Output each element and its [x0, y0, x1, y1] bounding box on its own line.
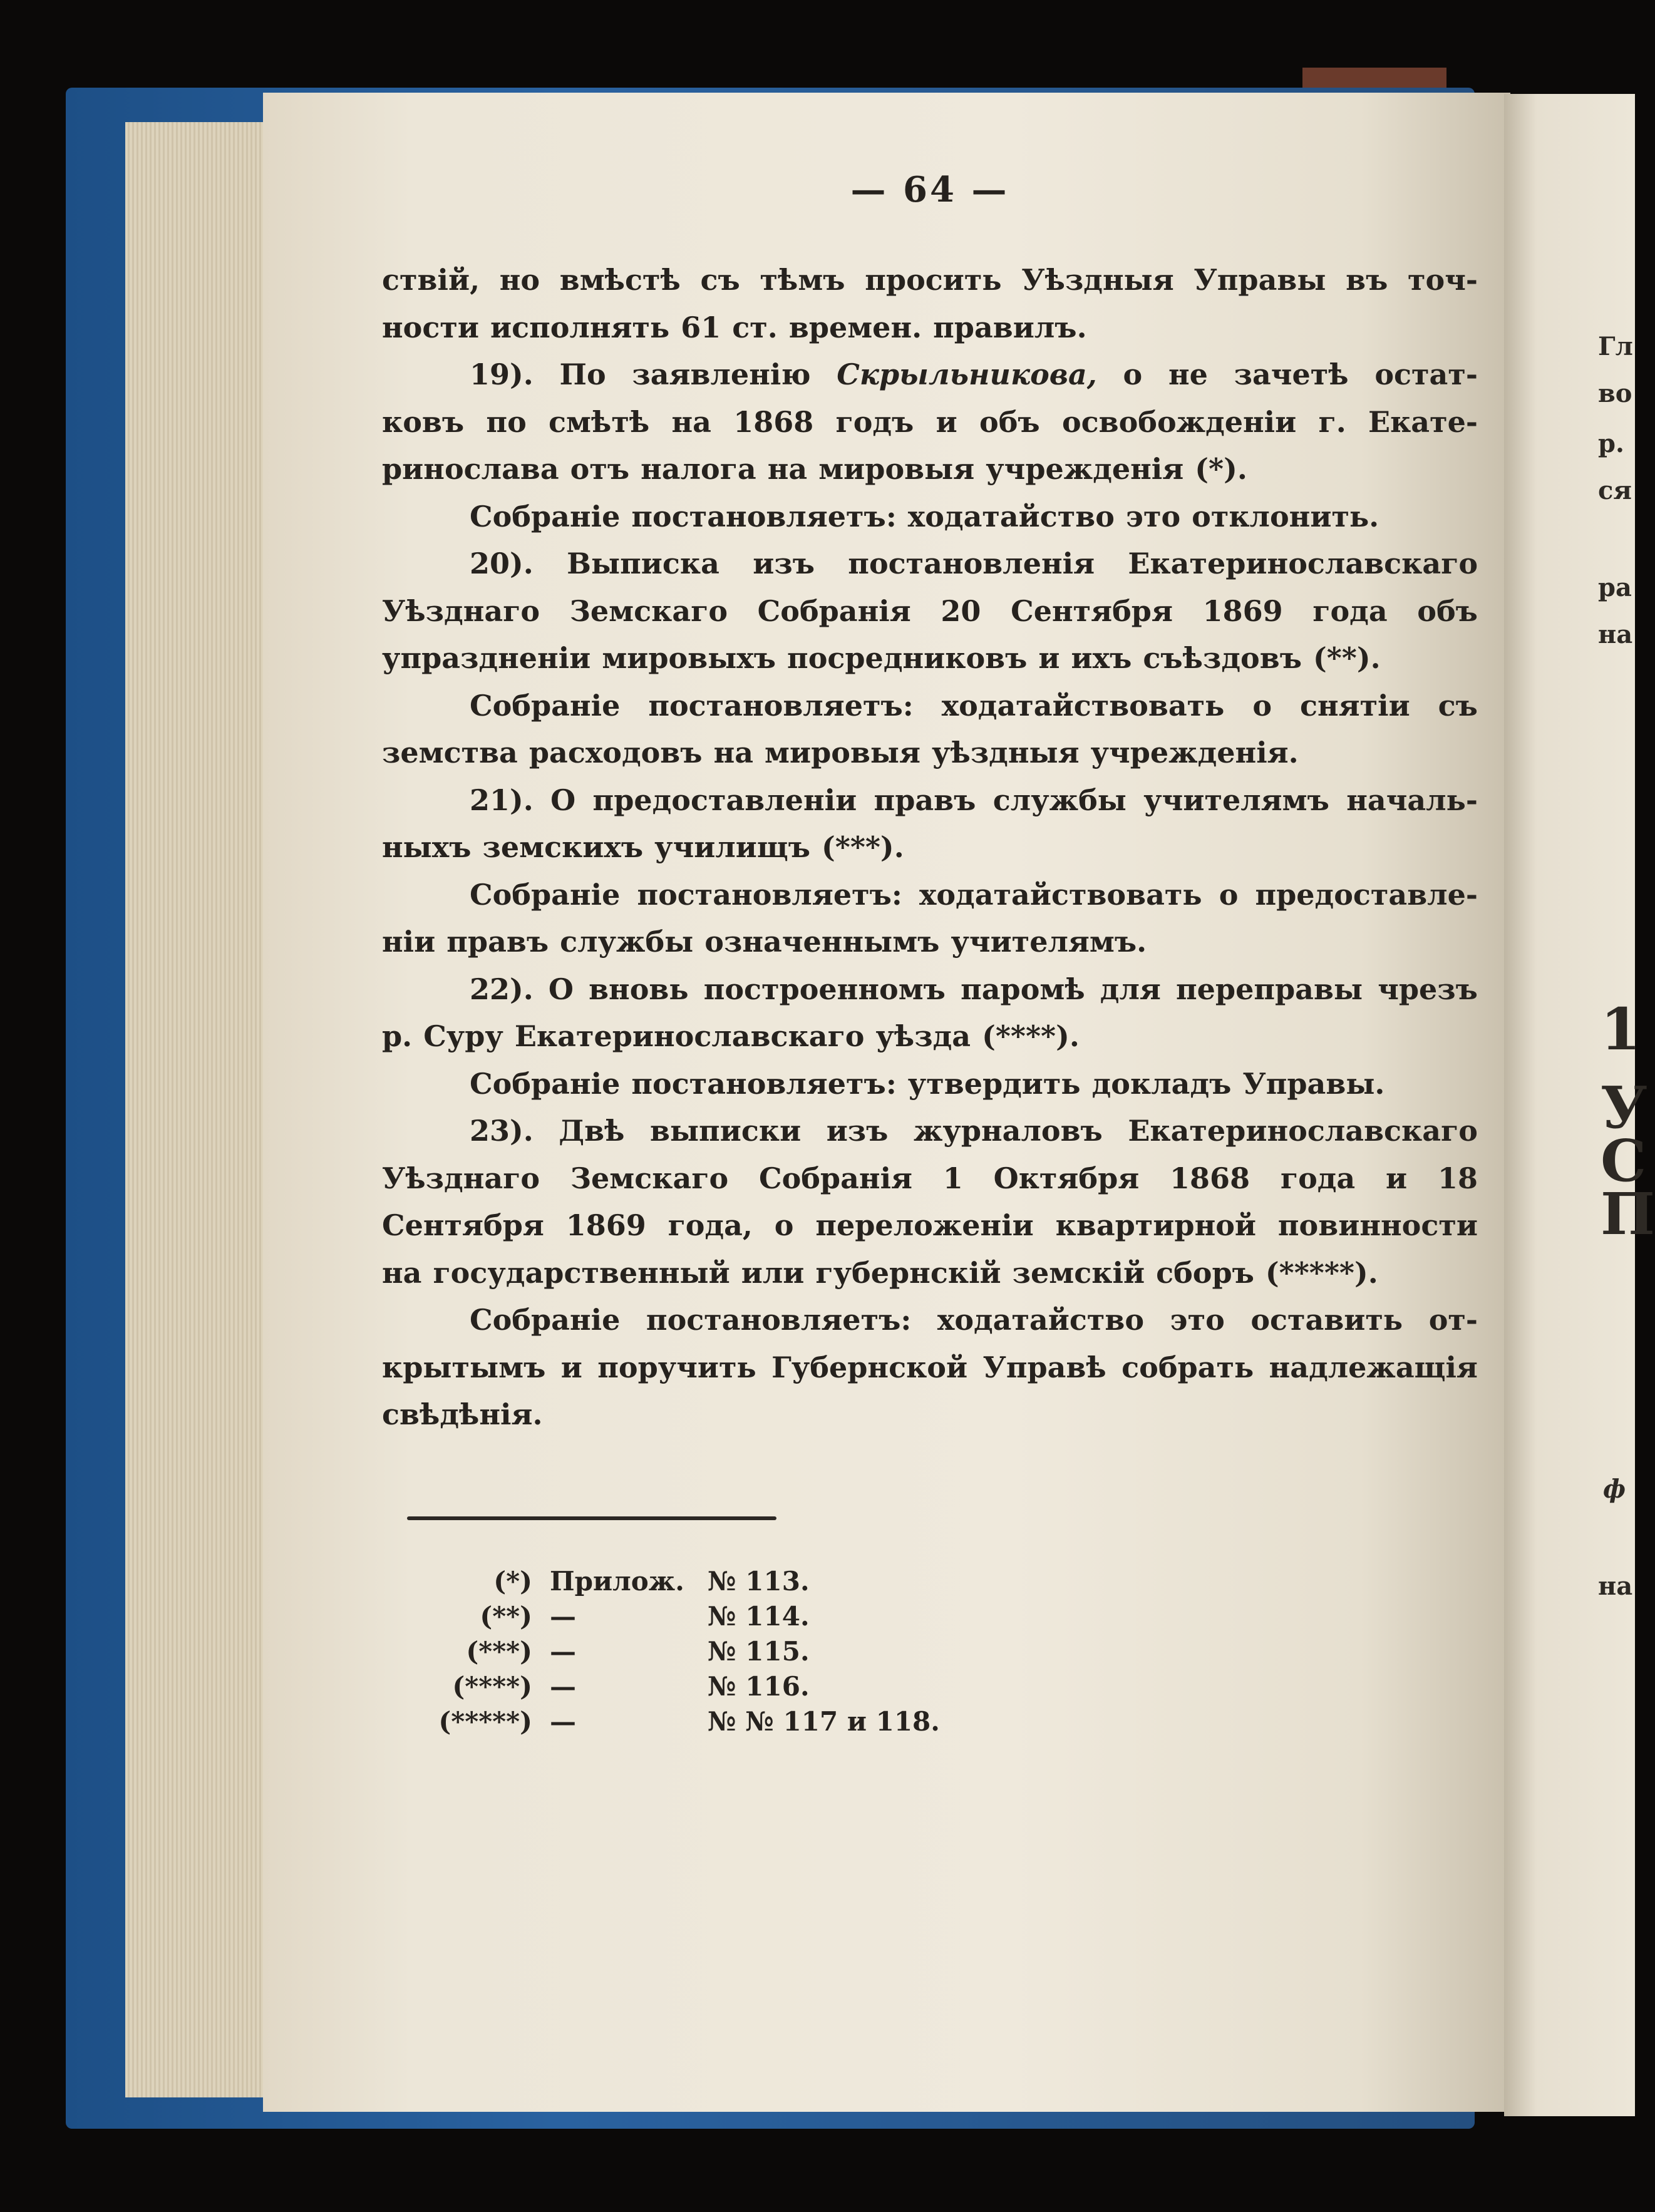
text-line — [382, 1297, 1478, 1343]
word: Екате- — [1368, 404, 1478, 439]
word: (**). — [1312, 641, 1381, 675]
word: ринослава — [382, 452, 559, 486]
text-line — [382, 1108, 1478, 1154]
text-line — [382, 304, 1478, 351]
next-page-fragment: р. — [1598, 429, 1624, 458]
word: Собраніе — [470, 688, 621, 723]
word: земскій — [1012, 1255, 1145, 1290]
word: Екатеринославскаго — [1128, 547, 1478, 580]
word: Уѣздныя — [1021, 263, 1174, 297]
text-line — [382, 682, 1478, 729]
word: Екатеринославскаго — [1128, 1114, 1478, 1148]
word: Земскаго — [570, 1161, 729, 1195]
word: 61 — [681, 310, 721, 344]
text-line — [382, 257, 1478, 303]
word: ходатайство — [907, 499, 1115, 533]
next-page-fragment: П — [1601, 1180, 1655, 1248]
word: означеннымъ — [704, 925, 940, 959]
word: (****). — [982, 1019, 1080, 1053]
word: Собраніе — [470, 877, 621, 912]
word: о — [1252, 688, 1272, 723]
word: года — [1312, 594, 1388, 628]
text-line — [382, 777, 1478, 823]
word: на — [671, 404, 711, 439]
word: и — [1386, 1161, 1408, 1195]
word: О — [550, 783, 576, 817]
footnote-num: № 113. — [708, 1566, 810, 1597]
text-line — [382, 1250, 1478, 1296]
word: Скрыльникова, — [837, 358, 1097, 391]
word: на — [767, 452, 808, 486]
text-line — [382, 1391, 1478, 1438]
word: ихъ — [1071, 641, 1132, 675]
word: оставить — [1250, 1303, 1403, 1337]
word: изъ — [753, 547, 815, 580]
word: Суру — [423, 1019, 503, 1053]
footnote-mark: (*) — [493, 1566, 532, 1597]
word: заявленію — [632, 358, 811, 391]
word: остат- — [1374, 358, 1478, 391]
word: 1 — [942, 1161, 963, 1195]
word: на — [382, 1255, 422, 1290]
word: 1869 — [1202, 594, 1283, 628]
word: учителямъ — [1143, 783, 1329, 817]
word: правъ — [874, 783, 976, 817]
word: въ — [1346, 263, 1388, 297]
text-line — [382, 918, 1478, 965]
text-line — [382, 540, 1478, 587]
text-line — [382, 1155, 1478, 1201]
word: Собранія — [758, 1161, 913, 1195]
text-line — [382, 1344, 1478, 1391]
word: чрезъ — [1378, 972, 1478, 1006]
word: мировыхъ — [602, 641, 776, 675]
footnote-prefix: — — [550, 1706, 576, 1737]
word: началь- — [1346, 783, 1478, 817]
word: на — [713, 736, 754, 769]
word: съѣздовъ — [1143, 641, 1302, 675]
word: уѣздныя — [932, 736, 1080, 769]
text-line — [382, 1202, 1478, 1248]
word: это — [1125, 499, 1181, 533]
word: земскихъ — [482, 830, 644, 864]
word: но — [499, 263, 540, 297]
word: переправы — [1175, 972, 1363, 1006]
word: постановляетъ: — [631, 499, 897, 533]
word: постановленія — [848, 547, 1095, 580]
word: крытымъ — [382, 1350, 546, 1384]
next-page-fragment: 1 — [1601, 995, 1641, 1063]
word: ходатайство — [937, 1303, 1145, 1337]
word: свѣдѣнія. — [382, 1397, 543, 1431]
word: правъ — [446, 925, 549, 959]
word: ходатайствовать — [919, 877, 1202, 912]
word: постановляетъ: — [648, 688, 914, 723]
word: ныхъ — [382, 830, 472, 864]
footnote-prefix: — — [550, 1601, 576, 1632]
word: посредниковъ — [787, 641, 1028, 675]
word: г. — [1318, 404, 1346, 439]
text-line — [382, 493, 1478, 540]
word: О — [548, 972, 574, 1006]
word: годъ — [835, 404, 914, 439]
footnote-mark: (*****) — [438, 1706, 532, 1737]
word: ст. — [732, 310, 778, 344]
word: освобожденіи — [1061, 404, 1297, 439]
text-line — [382, 824, 1478, 870]
word: и — [936, 404, 957, 439]
word: это — [1170, 1303, 1225, 1337]
word: 1868 — [733, 404, 814, 439]
next-page-fragment: Гл — [1598, 332, 1633, 361]
word: постановляетъ: — [637, 877, 902, 912]
word: Губернской — [771, 1350, 968, 1384]
word: просить — [865, 263, 1002, 297]
footnote-num: № 115. — [708, 1636, 810, 1667]
word: Управѣ — [982, 1350, 1106, 1384]
text-line — [382, 399, 1478, 445]
word: о — [774, 1208, 794, 1242]
word: объ — [1417, 594, 1478, 628]
word: предоставленіи — [592, 783, 857, 817]
text-line — [382, 446, 1478, 492]
word: расходовъ — [528, 736, 703, 769]
word: уѣзда — [875, 1019, 971, 1053]
text-line — [382, 351, 1478, 398]
word: от- — [1428, 1303, 1478, 1337]
word: времен. — [788, 310, 922, 344]
next-page-fragment: ф — [1603, 1474, 1626, 1504]
word: мировыя — [818, 452, 975, 486]
word: объ — [979, 404, 1040, 439]
word: 21). — [470, 783, 534, 817]
page-edges — [125, 122, 279, 2097]
word: 18 — [1437, 1161, 1478, 1195]
next-page-fragment: ра — [1598, 573, 1632, 602]
word: 20 — [941, 594, 981, 628]
word: службы — [992, 783, 1127, 817]
next-page-fragment: во — [1598, 379, 1632, 408]
next-page-fragment: ся — [1598, 476, 1632, 505]
word: зачетѣ — [1234, 358, 1349, 391]
word: поручить — [597, 1350, 756, 1384]
word: 22). — [470, 972, 534, 1006]
word: постановляетъ: — [631, 1066, 897, 1101]
footnote-num: № 114. — [708, 1601, 810, 1632]
word: Земскаго — [569, 594, 728, 628]
word: смѣтѣ — [549, 404, 650, 439]
word: не — [1168, 358, 1208, 391]
word: губернскій — [815, 1255, 1001, 1290]
word: Управы. — [1242, 1066, 1385, 1101]
word: собрать — [1121, 1350, 1254, 1384]
word: мировыя — [765, 736, 921, 769]
footnote-num: № № 117 и 118. — [708, 1706, 940, 1737]
word: 23). — [470, 1114, 534, 1148]
word: Собраніе — [470, 1303, 621, 1337]
footnote-prefix: — — [550, 1636, 576, 1667]
word: и — [560, 1350, 582, 1384]
word: (***). — [822, 830, 904, 864]
word: (*). — [1195, 452, 1247, 486]
word: квартирной — [1055, 1208, 1257, 1242]
word: по — [486, 404, 527, 439]
word: Сентября — [382, 1208, 544, 1242]
word: изъ — [826, 1114, 889, 1148]
word: утвердить — [907, 1066, 1081, 1101]
text-line — [382, 1061, 1478, 1107]
word: Выписка — [567, 547, 719, 580]
word: Уѣзднаго — [382, 1161, 540, 1195]
word: Сентября — [1011, 594, 1173, 628]
word: государственный — [433, 1255, 730, 1290]
word: журналовъ — [913, 1114, 1103, 1148]
footnote-rule — [407, 1516, 776, 1520]
next-page-fragment: на — [1598, 620, 1633, 649]
word: упраздненіи — [382, 641, 591, 675]
word: надлежащія — [1269, 1350, 1478, 1384]
word: училищъ — [654, 830, 810, 864]
word: постановляетъ: — [646, 1303, 912, 1337]
word: По — [559, 358, 606, 391]
word: ходатайствовать — [941, 688, 1225, 723]
word: тѣмъ — [760, 263, 845, 297]
word: ности — [382, 310, 479, 344]
word: Собраніе — [470, 499, 621, 533]
text-line — [382, 588, 1478, 634]
footnote-mark: (****) — [452, 1671, 532, 1702]
word: года — [1280, 1161, 1356, 1195]
next-page-fragment: У — [1601, 1074, 1647, 1141]
word: службы — [560, 925, 694, 959]
word: для — [1100, 972, 1161, 1006]
word: вмѣстѣ — [559, 263, 681, 297]
word: учрежденія — [986, 452, 1184, 486]
word: выписки — [649, 1114, 802, 1148]
word: вновь — [589, 972, 689, 1006]
text-line — [382, 635, 1478, 681]
word: года, — [668, 1208, 753, 1242]
word: правилъ. — [933, 310, 1087, 344]
word: 1869 — [565, 1208, 646, 1242]
word: и — [1038, 641, 1060, 675]
word: Управы — [1194, 263, 1326, 297]
word: Екатеринославскаго — [514, 1019, 865, 1053]
word: отъ — [570, 452, 630, 486]
footnote-num: № 116. — [708, 1671, 810, 1702]
text-line — [382, 729, 1478, 776]
word: построенномъ — [703, 972, 946, 1006]
text-line — [382, 872, 1478, 918]
word: Собраніе — [470, 1066, 621, 1101]
word: р. — [382, 1019, 413, 1053]
word: отклонить. — [1192, 499, 1379, 533]
word: ніи — [382, 925, 436, 959]
text-line — [382, 1013, 1478, 1059]
text-line — [382, 966, 1478, 1012]
word: или — [741, 1255, 805, 1290]
word: сборъ — [1156, 1255, 1254, 1290]
word: исполнять — [490, 310, 670, 344]
footnote-mark: (**) — [480, 1601, 532, 1632]
next-page-fragment: на — [1598, 1572, 1633, 1601]
word: учителямъ. — [951, 925, 1147, 959]
word: съ — [1438, 688, 1478, 723]
footnote-prefix: — — [550, 1671, 576, 1702]
word: 20). — [470, 547, 534, 580]
word: снятіи — [1299, 688, 1410, 723]
footnote-prefix: Прилож. — [550, 1566, 684, 1597]
next-page-fragment: С — [1601, 1127, 1647, 1195]
word: ковъ — [382, 404, 465, 439]
word: паромѣ — [961, 972, 1085, 1006]
word: 1868 — [1170, 1161, 1250, 1195]
word: налога — [641, 452, 756, 486]
word: Уѣзднаго — [382, 594, 540, 628]
word: переложеніи — [815, 1208, 1034, 1242]
word: Собранія — [757, 594, 911, 628]
word: учрежденія. — [1090, 736, 1299, 769]
word: съ — [700, 263, 740, 297]
footnote-mark: (***) — [466, 1636, 532, 1667]
word: земства — [382, 736, 518, 769]
word: о — [1123, 358, 1143, 391]
word: (*****). — [1265, 1255, 1378, 1290]
word: предоставле- — [1255, 877, 1478, 912]
word: повинности — [1277, 1208, 1478, 1242]
page-number: — 64 — — [850, 169, 1009, 210]
word: Октября — [993, 1161, 1140, 1195]
word: 19). — [470, 358, 534, 391]
word: точ- — [1408, 263, 1478, 297]
word: ствій, — [382, 263, 480, 297]
word: Двѣ — [559, 1114, 625, 1148]
word: о — [1219, 877, 1239, 912]
word: докладъ — [1091, 1066, 1232, 1101]
